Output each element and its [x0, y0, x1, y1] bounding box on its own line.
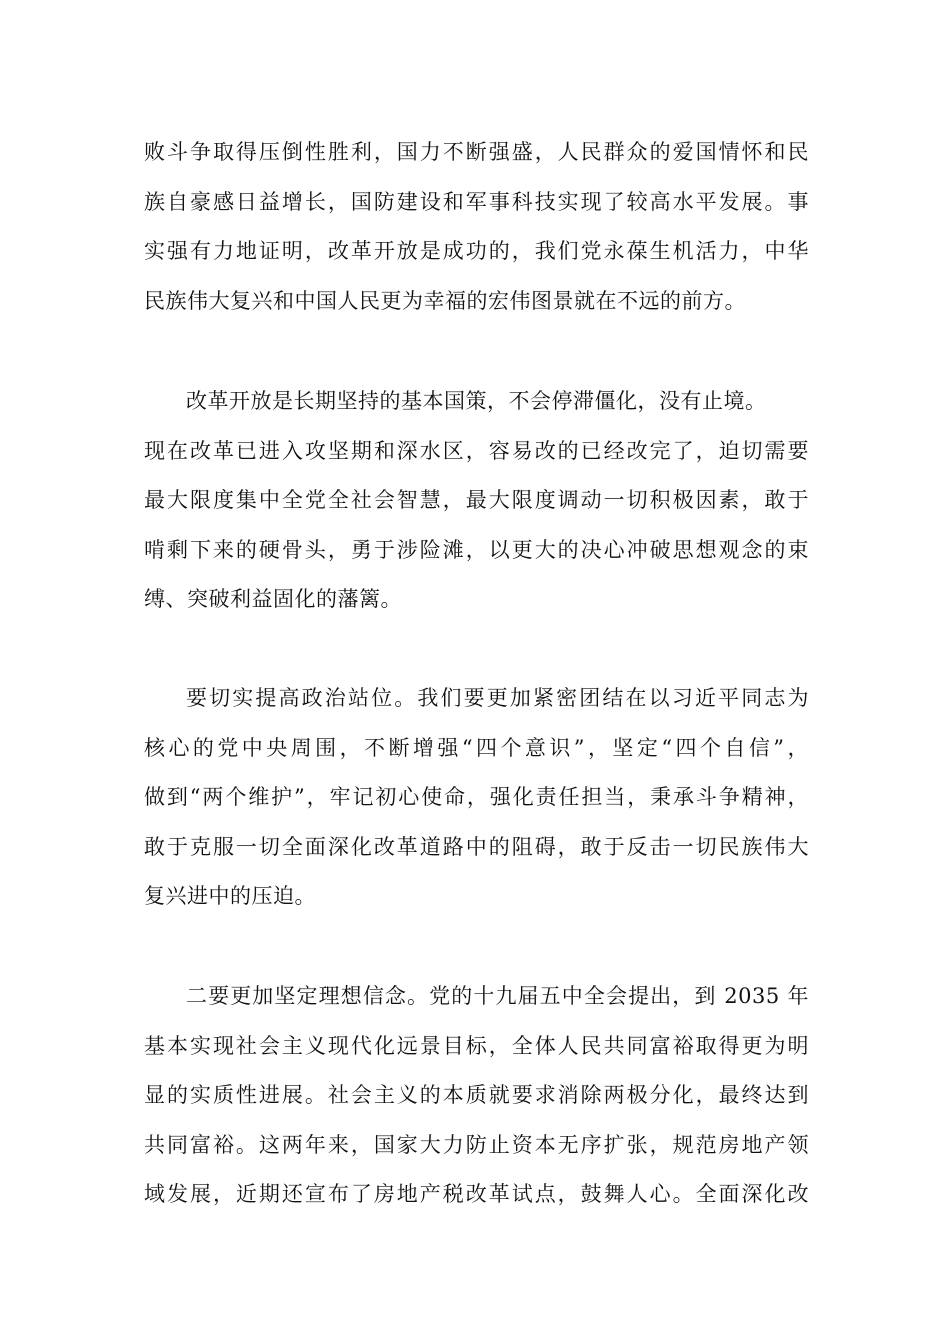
paragraph-4 [144, 972, 809, 1220]
paragraph-3 [144, 674, 809, 922]
text-line: 啃剩下来的硬骨头，勇于涉险滩，以更大的决心冲破思想观念的束 [144, 537, 809, 562]
text-line: 实强有力地证明，改革开放是成功的，我们党永葆生机活力，中华 [144, 239, 809, 263]
paragraph-1 [144, 128, 809, 326]
text-line: 敢于克服一切全面深化改革道路中的阻碍，敢于反击一切民族伟大 [144, 834, 809, 859]
text-line: 民族伟大复兴和中国人民更为幸福的宏伟图景就在不远的前方。 [144, 288, 746, 313]
text-line: 显的实质性进展。社会主义的本质就要求消除两极分化，最终达到 [144, 1083, 809, 1107]
text-line: 复兴进中的压迫。 [144, 884, 316, 908]
text-line: 败斗争取得压倒性胜利，国力不断强盛，人民群众的爱国情怀和民 [144, 140, 809, 164]
text-line: 域发展，近期还宣布了房地产税改革试点，鼓舞人心。全面深化改 [144, 1182, 809, 1206]
text-line: 二要更加坚定理想信念。党的十九届五中全会提出，到 2035 年 [186, 984, 809, 1008]
text-line: 共同富裕。这两年来，国家大力防止资本无序扩张，规范房地产领 [144, 1132, 809, 1157]
text-line: 要切实提高政治站位。我们要更加紧密团结在以习近平同志为 [186, 686, 809, 710]
text-line: 族自豪感日益增长，国防建设和军事科技实现了较高水平发展。事 [144, 189, 809, 214]
text-line: 改革开放是长期坚持的基本国策，不会停滞僵化，没有止境。 [186, 389, 767, 413]
text-line: 现在改革已进入攻坚期和深水区，容易改的已经改完了，迫切需要 [144, 438, 809, 463]
text-line: 最大限度集中全党全社会智慧，最大限度调动一切积极因素，敢于 [144, 488, 809, 512]
text-line: 基本实现社会主义现代化远景目标，全体人民共同富裕取得更为明 [144, 1033, 809, 1058]
text-line: 核心的党中央周围，不断增强“四个意识”，坚定“四个自信”， [144, 735, 809, 760]
text-line: 做到“两个维护”，牢记初心使命，强化责任担当，秉承斗争精神， [144, 785, 809, 809]
paragraph-2 [144, 377, 809, 625]
text-line: 缚、突破利益固化的藩篱。 [144, 587, 402, 611]
